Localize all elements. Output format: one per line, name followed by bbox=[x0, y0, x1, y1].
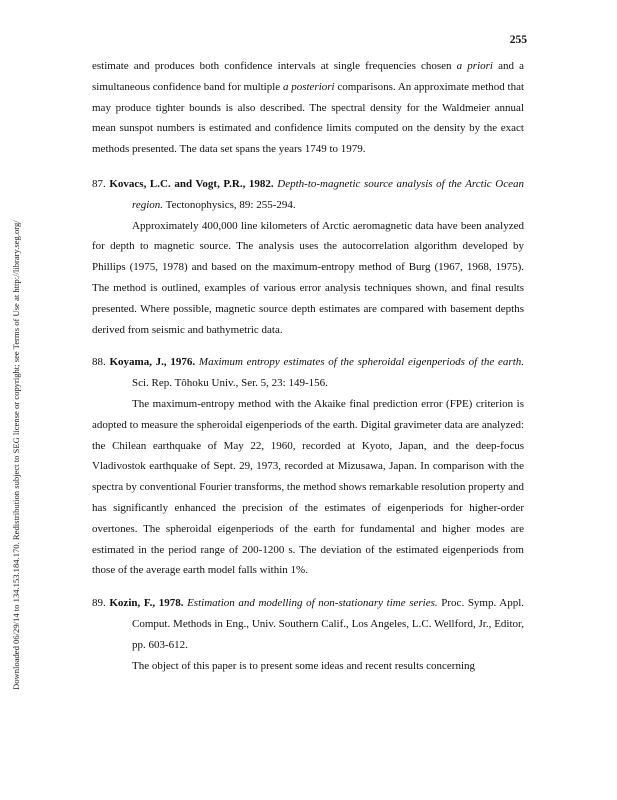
reference-entry bbox=[92, 174, 524, 340]
italic-a-priori: a priori bbox=[456, 60, 493, 72]
intro-paragraph: estimate and produces both confidence intervals at single frequencies chosen a priori and a simultaneous confidence band for multiple a posteriori comparisons. An approximate method that may produce tighter bounds is also described. The spectral density for the Waldmeier annual mean sunspot numbers is estimated and confidence limits computed on the density by the exact methods presented. The data set spans the years 1749 to 1979. bbox=[92, 60, 525, 156]
reference-authors: Kozin, F., 1978. bbox=[109, 597, 184, 610]
reference-abstract: The object of this paper is to present some ideas and recent results concerning bbox=[132, 659, 476, 672]
reference-title: Maximum entropy estimates of the spheroidal eigenperiods of the earth. bbox=[198, 356, 524, 369]
page-number: 255 bbox=[509, 34, 527, 46]
reference-abstract: Approximately 400,000 line kilometers of Arctic aeromagnetic data have been analyzed for depth to magnetic source. The analysis uses the autocorrelation algorithm developed by Phillips (1975, 1978) and based on the maximum-entropy method of Burg (1967, 1968, 1975). The method is outlined, examples of various error analysis techniques shown, and final results presented. Where possible, magnetic source depth estimates are compared with basement depths derived from seismic and bathymetric data. bbox=[92, 219, 524, 336]
reference-source: Tectonophysics, 89: 255-294. bbox=[165, 198, 296, 211]
reference-citation: 89. Kozin, F., 1978. Estimation and modelling of non-stationary time series. Proc. Symp. Appl. Comput. Methods in Eng., Univ. Southern Calif., Los Angeles, L.C. Wellford, Jr., Editor, pp. 603-612. bbox=[92, 597, 525, 651]
reference-abstract: The maximum-entropy method with the Akaike final prediction error (FPE) criterion is adopted to measure the spheroidal eigenperiods of the earth. Digital gravimeter data are analyzed: the Chilean earthquake of May 22, 1960, recorded at Kyoto, Japan, and the deep-focus Vladivostok earthquake of Sept. 29, 1973, recorded at Mizusawa, Japan. In comparison with the spectra by conventional Fourier transforms, the method shows remarkable resolution property and has significantly enhanced the precision of the estimates of eigenperiods for higher-order overtones. The spheroidal eigenperiods of the earth for fundamental and higher modes are estimated in the period range of 200-1200 s. The deviation of the estimated eigenperiods from those of the average earth model falls within 1%. bbox=[92, 397, 524, 577]
reference-entry bbox=[92, 593, 524, 676]
page-body bbox=[92, 56, 524, 676]
download-notice: Downloaded 06/29/14 to 134.153.184.170. Redistribution subject to SEG license or copyright; see Terms of Use at http://library.seg.org/ bbox=[11, 220, 21, 690]
reference-authors: Koyama, J., 1976. bbox=[109, 356, 196, 369]
reference-title: Estimation and modelling of non-stationary time series. bbox=[187, 597, 438, 610]
reference-authors: Kovacs, L.C. and Vogt, P.R., 1982. bbox=[109, 177, 274, 190]
reference-title: Depth-to-magnetic source analysis of the Arctic Ocean region. bbox=[132, 177, 524, 211]
italic-a-posteriori: a posteriori bbox=[282, 80, 335, 93]
reference-source: Sci. Rep. Tôhoku Univ., Ser. 5, 23: 149-156. bbox=[132, 377, 328, 390]
reference-citation: 87. Kovacs, L.C. and Vogt, P.R., 1982. Depth-to-magnetic source analysis of the Arctic Ocean region. Tectonophysics, 89: 255-294. bbox=[92, 177, 524, 211]
reference-entry bbox=[92, 352, 524, 581]
reference-citation: 88. Koyama, J., 1976. Maximum entropy estimates of the spheroidal eigenperiods of the earth. Sci. Rep. Tôhoku Univ., Ser. 5, 23: 149-156. bbox=[92, 356, 524, 390]
reference-source: Proc. Symp. Appl. Comput. Methods in Eng., Univ. Southern Calif., Los Angeles, L.C. Wellford, Jr., Editor, pp. 603-612. bbox=[132, 597, 525, 651]
